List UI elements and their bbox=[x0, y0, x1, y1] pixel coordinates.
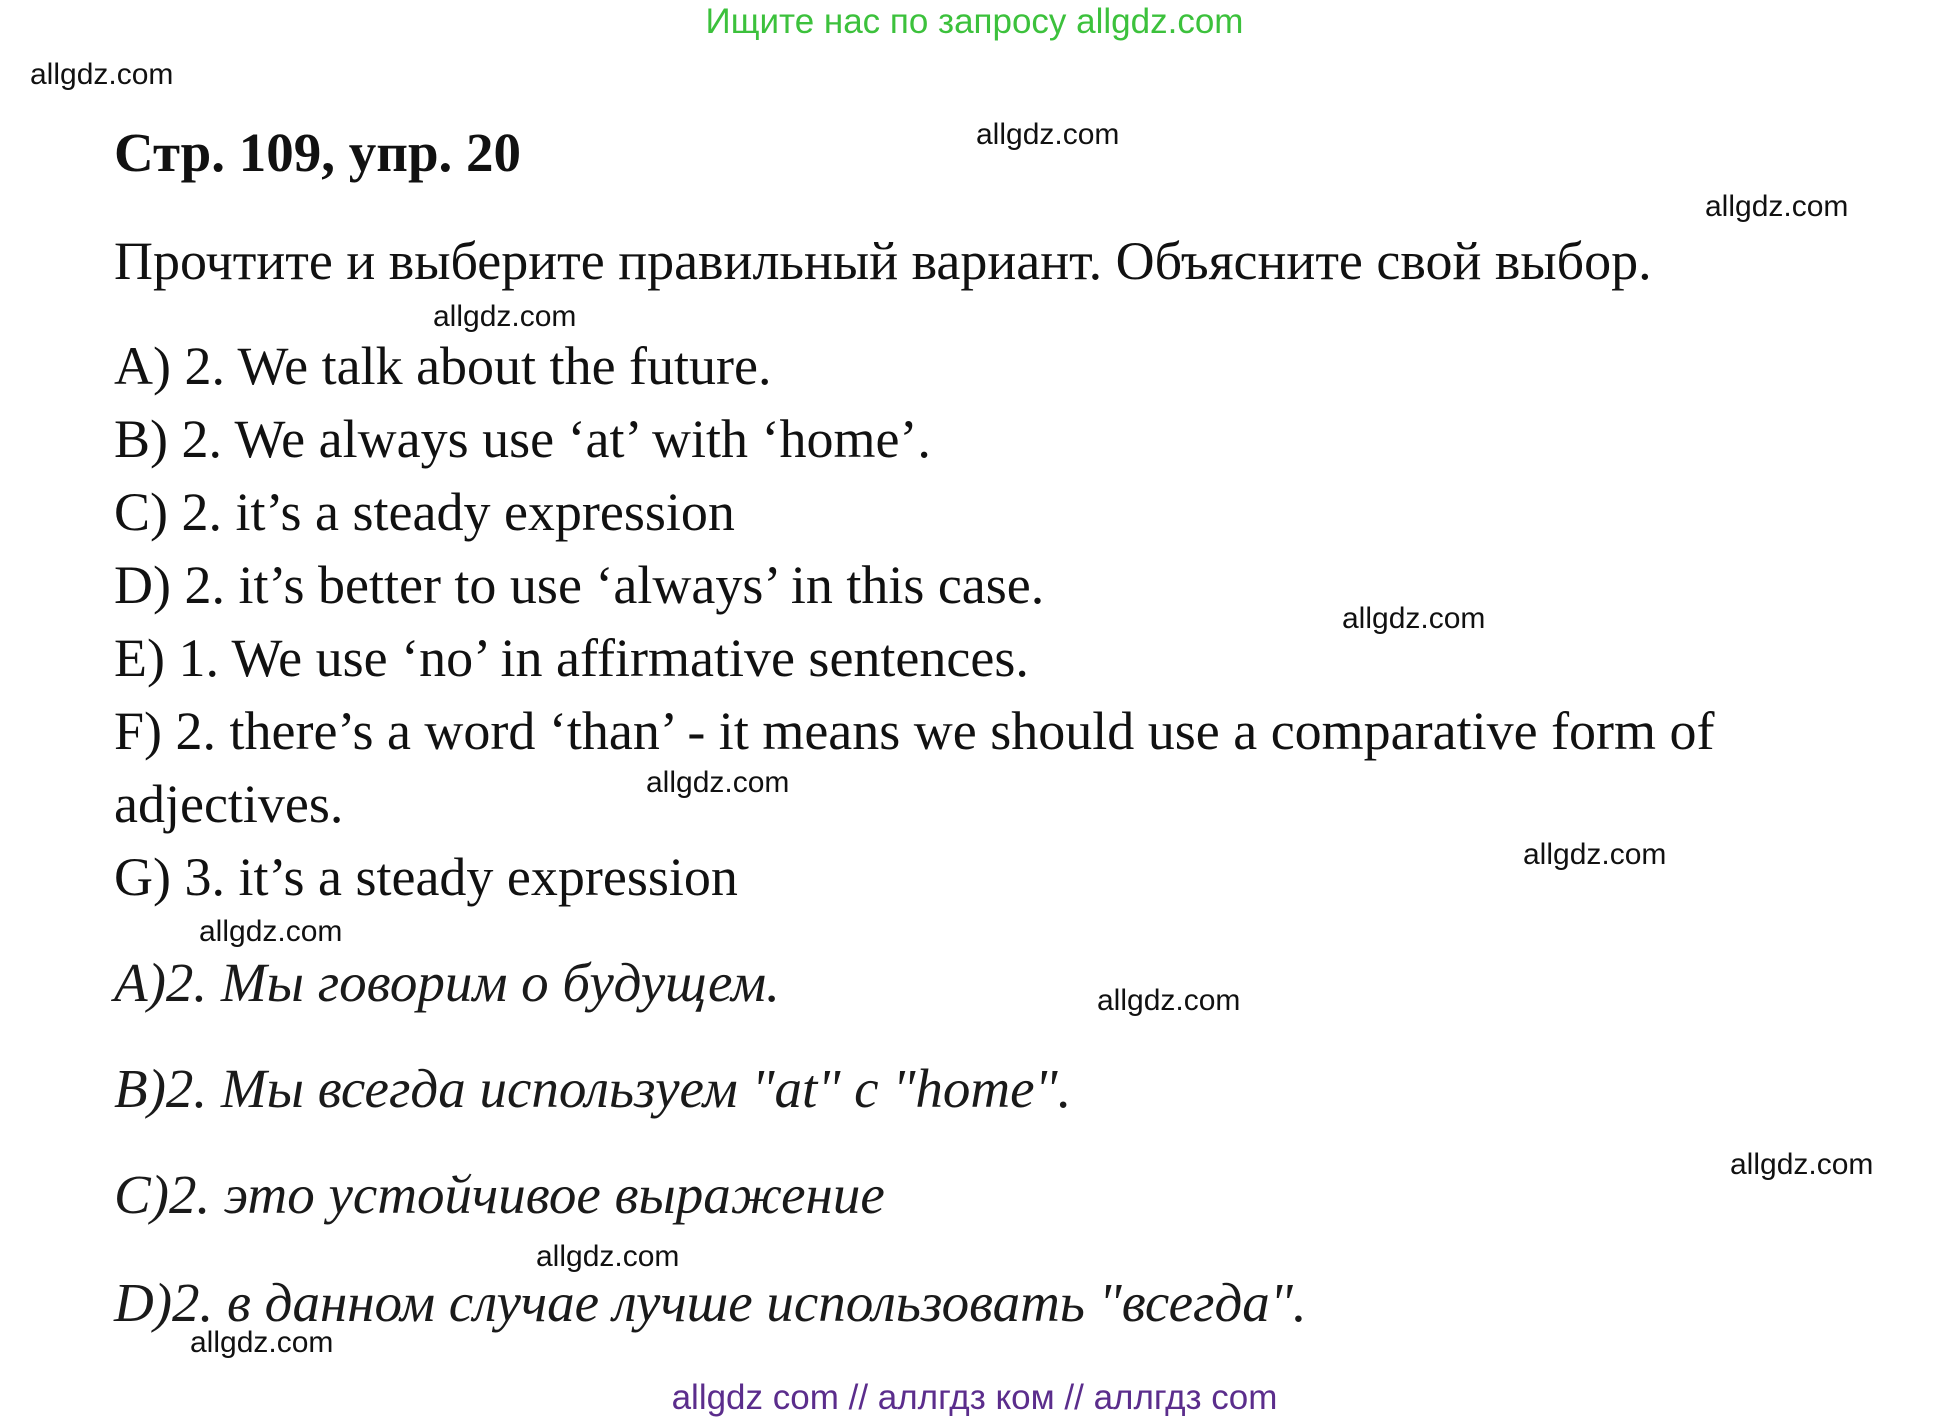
top-banner: Ищите нас по запросу allgdz.com bbox=[705, 2, 1244, 41]
watermark: allgdz.com bbox=[646, 766, 790, 799]
watermark: allgdz.com bbox=[1523, 838, 1667, 871]
answer-line: B) 2. We always use ‘at’ with ‘home’. bbox=[114, 409, 931, 469]
watermark: allgdz.com bbox=[976, 118, 1120, 151]
watermark: allgdz.com bbox=[1705, 190, 1849, 223]
translation-line: C)2. это устойчивое выражение bbox=[114, 1164, 885, 1225]
watermark: allgdz.com bbox=[30, 58, 174, 91]
translation-line: D)2. в данном случае лучше использовать "всегда". bbox=[114, 1272, 1307, 1333]
answer-line: G) 3. it’s a steady expression bbox=[114, 847, 738, 907]
answer-line: A) 2. We talk about the future. bbox=[114, 336, 772, 396]
watermark: allgdz.com bbox=[190, 1326, 334, 1359]
translation-line: B)2. Мы всегда используем "at" с "home". bbox=[114, 1058, 1072, 1119]
watermark: allgdz.com bbox=[1730, 1148, 1874, 1181]
watermark: allgdz.com bbox=[1097, 984, 1241, 1017]
watermark: allgdz.com bbox=[1342, 602, 1486, 635]
instruction: Прочтите и выберите правильный вариант. Объясните свой выбор. bbox=[114, 231, 1652, 291]
watermark: allgdz.com bbox=[433, 300, 577, 333]
answer-line: E) 1. We use ‘no’ in affirmative sentences. bbox=[114, 628, 1029, 688]
watermark: allgdz.com bbox=[199, 915, 343, 948]
answer-line: C) 2. it’s a steady expression bbox=[114, 482, 735, 542]
footer-links: allgdz com // аллгдз ком // аллгдз com bbox=[671, 1378, 1278, 1417]
page-title: Стр. 109, упр. 20 bbox=[114, 122, 522, 183]
translation-line: A)2. Мы говорим о будущем. bbox=[114, 952, 780, 1013]
watermark: allgdz.com bbox=[536, 1240, 680, 1273]
answer-line: D) 2. it’s better to use ‘always’ in this case. bbox=[114, 555, 1045, 615]
answer-line: adjectives. bbox=[114, 774, 344, 834]
answer-line: F) 2. there’s a word ‘than’ - it means we should use a comparative form of bbox=[114, 701, 1715, 761]
